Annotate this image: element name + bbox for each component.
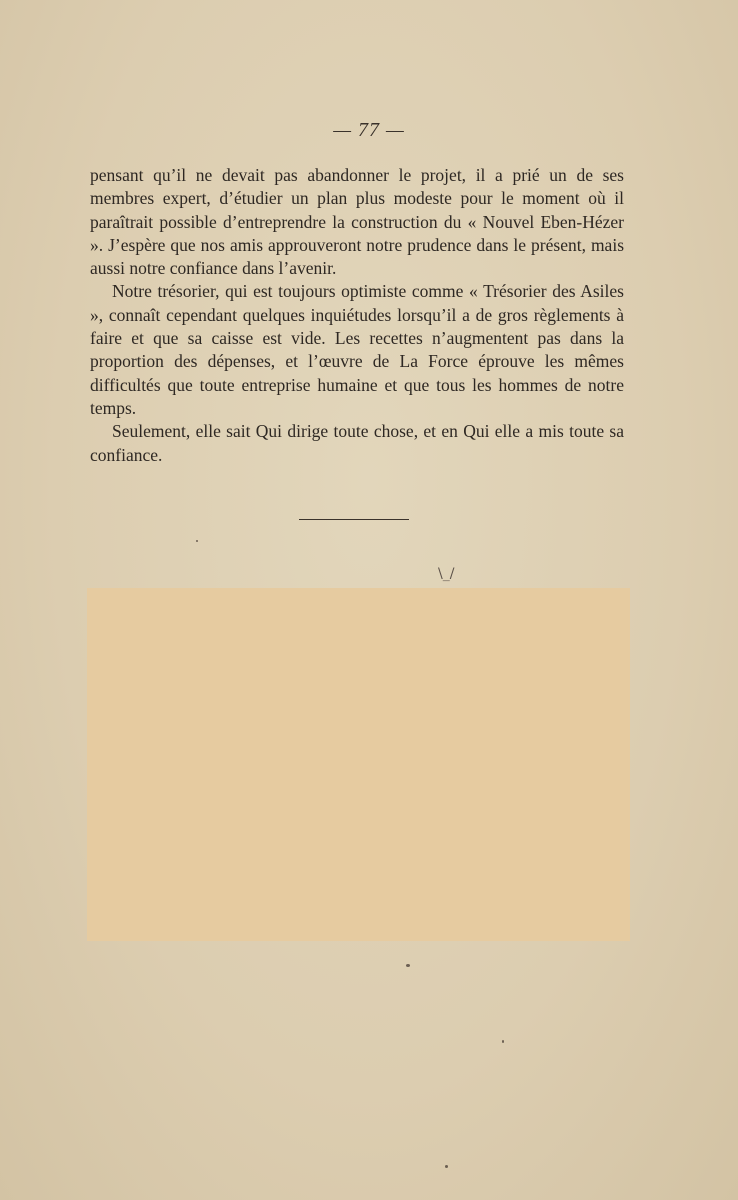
paper-speck	[445, 1165, 448, 1168]
paragraph-1: pensant qu’il ne devait pas abandonner le projet, il a prié un de ses membres expert, d’étudier un plan plus modeste pour le moment où il paraîtrait possible d’entreprendre la construction du « Nouvel Eben-Hézer ». J’espère que nos amis approuveront notre prudence dans le présent, mais aussi notre confiance dans l’avenir.	[90, 165, 624, 279]
paper-speck	[502, 1040, 504, 1043]
ornament-mark: \_/	[438, 566, 455, 582]
paper-speck	[406, 964, 410, 967]
body-text	[90, 164, 624, 467]
blank-panel	[87, 588, 630, 941]
page-number: — 77 —	[333, 119, 405, 141]
paper-speck	[196, 540, 198, 542]
section-divider	[299, 519, 409, 520]
paragraph-2: Notre trésorier, qui est toujours optimiste comme « Trésorier des Asiles », connaît cependant quelques inquiétudes lorsqu’il a de gros règlements à faire et que sa caisse est vide. Les recettes n’augmentent pas dans la proportion des dépenses, et l’œuvre de La Force éprouve les mêmes difficultés que toute entreprise humaine et que tous les hommes de notre temps.	[90, 281, 624, 418]
paragraph-3: Seulement, elle sait Qui dirige toute chose, et en Qui elle a mis toute sa confiance.	[90, 421, 624, 465]
